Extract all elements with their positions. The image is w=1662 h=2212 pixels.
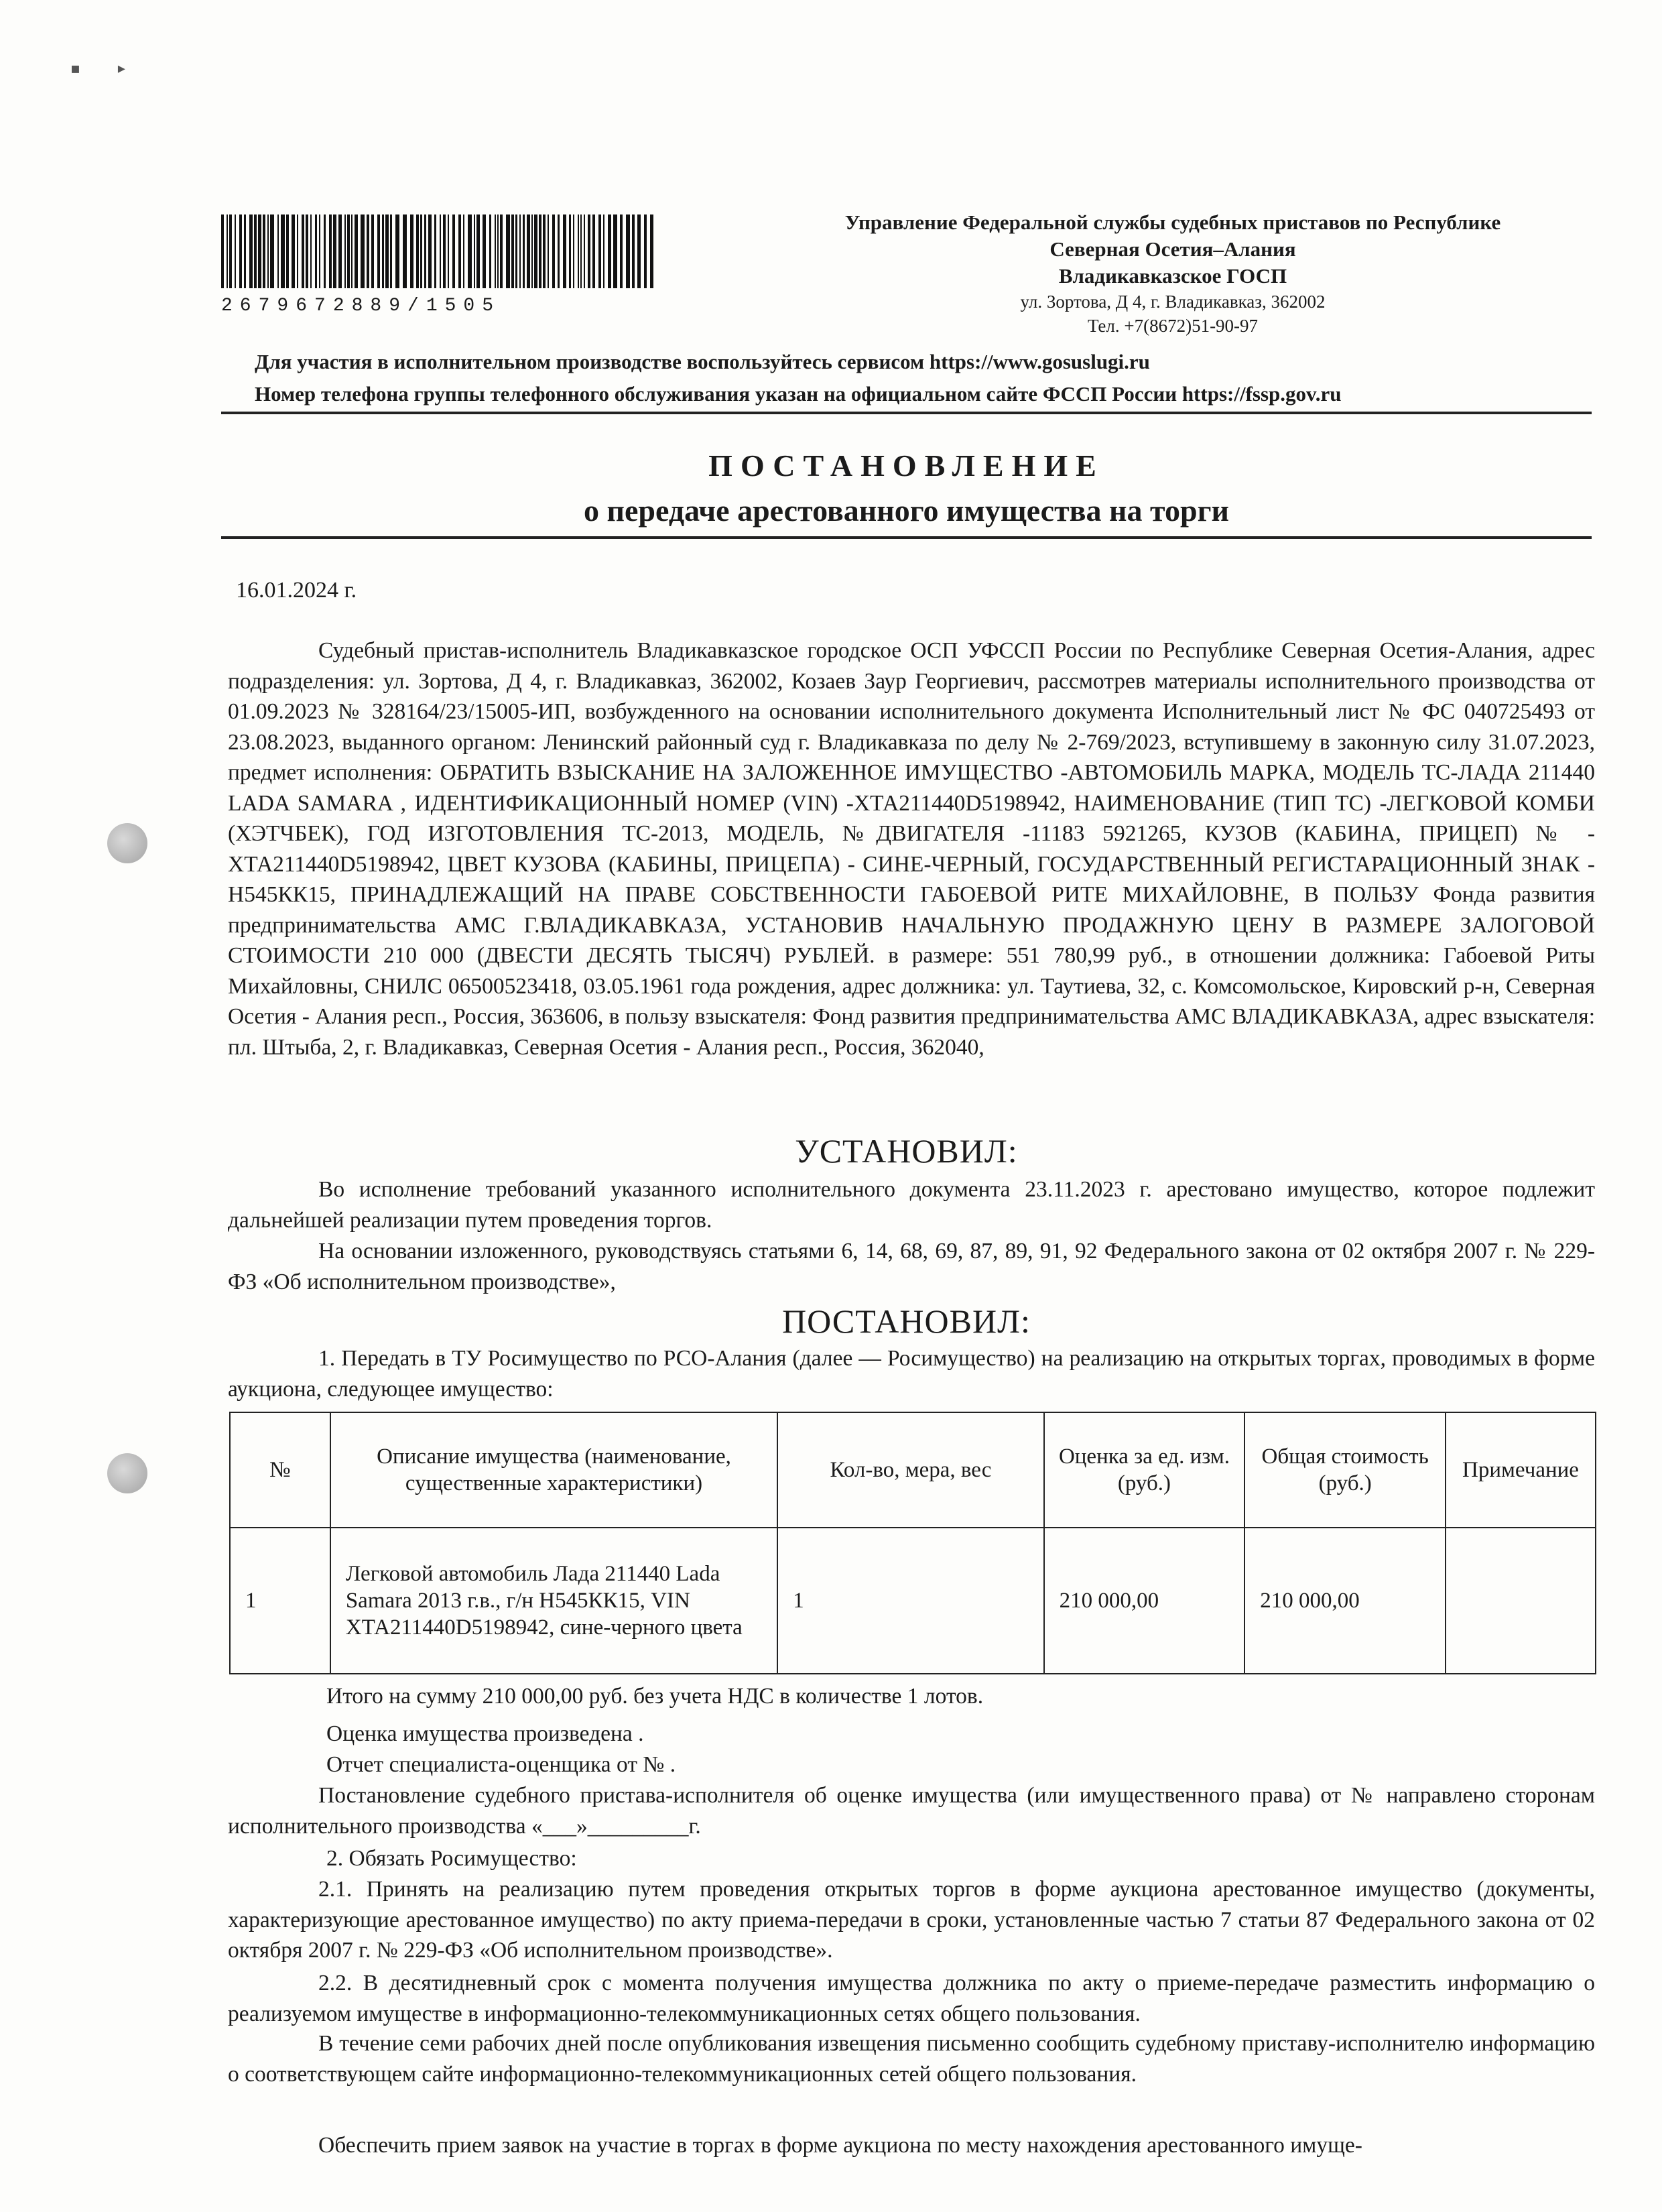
organization-block — [771, 209, 1575, 338]
barcode — [221, 214, 657, 288]
resolved-paragraph-1: 1. Передать в ТУ Росимущество по РСО-Алания (далее — Росимущество) на реализацию на открытых торгах, проводимых в форме аукциона, следующее имущество: — [228, 1346, 1595, 1402]
obligate-line: 2. Обязать Росимущество: — [326, 1846, 577, 1871]
header-num: № — [230, 1412, 330, 1528]
title-divider — [221, 536, 1592, 539]
assessment-line: Оценка имущества произведена . — [326, 1721, 644, 1746]
resolution-paragraph: Постановление судебного пристава-исполнителя об оценке имущества (или имущественного права) от № направлено сторонам исполнительного производства «___»_________г. — [228, 1783, 1595, 1839]
cell-unit-price: 210 000,00 — [1044, 1528, 1245, 1674]
document-subtitle: о передаче арестованного имущества на торги — [584, 493, 1229, 528]
document-title: ПОСТАНОВЛЕНИЕ — [708, 448, 1104, 483]
report-line: Отчет специалиста-оценщика от № . — [326, 1752, 676, 1777]
paragraph-last: Обеспечить прием заявок на участие в торгах в форме аукциона по месту нахождения арестованного имуще- — [318, 2133, 1362, 2158]
header-unit-price: Оценка за ед. изм. (руб.) — [1044, 1412, 1245, 1528]
org-name-line2: Северная Осетия–Алания — [1049, 237, 1296, 261]
property-table — [229, 1412, 1596, 1674]
header-total: Общая стоимость (руб.) — [1244, 1412, 1446, 1528]
table-header-row — [230, 1412, 1596, 1528]
header-note: Примечание — [1446, 1412, 1596, 1528]
barcode-number: 2679672889/1505 — [221, 296, 501, 316]
org-division: Владикавказское ГОСП — [1058, 264, 1287, 288]
table-row — [230, 1528, 1596, 1674]
intro-paragraph: Судебный пристав-исполнитель Владикавказское городское ОСП УФССП России по Республике Северная Осетия-Алания, адрес подразделения: ул. Зортова, Д 4, г. Владикавказ, 362002, Козаев Заур Георгиевич, рассмотрев материалы исполнительного производства от 01.09.2023 № 328164/23/15005-ИП, возбужденного на основании исполнительного документа Исполнительный лист № ФС 040725493 от 23.08.2023, выданного органом: Ленинский районный суд г. Владикавказа по делу № 2-769/2023, вступившему в законную силу 31.07.2023, предмет исполнения: ОБРАТИТЬ ВЗЫСКАНИЕ НА ЗАЛОЖЕННОЕ ИМУЩЕСТВО -АВТОМОБИЛЬ МАРКА, МОДЕЛЬ ТС-ЛАДА 211440 LADA SAMARA , ИДЕНТИФИКАЦИОННЫЙ НОМЕР (VIN) -ХТА211440D5198942, НАИМЕНОВАНИЕ (ТИП ТС) -ЛЕГКОВОЙ КОМБИ (ХЭТЧБЕК), ГОД ИЗГОТОВЛЕНИЯ ТС-2013, МОДЕЛЬ, №ДВИГАТЕЛЯ -11183 5921265, КУЗОВ (КАБИНА, ПРИЦЕП) № - ХТА211440D5198942, ЦВЕТ КУЗОВА (КАБИНЫ, ПРИЦЕПА) - СИНЕ-ЧЕРНЫЙ, ГОСУДАРСТВЕННЫЙ РЕГИСТАРАЦИОННЫЙ ЗНАК - Н545КК15, ПРИНАДЛЕЖАЩИЙ НА ПРАВЕ СОБСТВЕННОСТИ ГАБОЕВОЙ РИТЕ МИХАЙЛОВНЕ, В ПОЛЬЗУ Фонда развития предпринимательства АМС Г.ВЛАДИКАВКАЗА, УСТАНОВИВ НАЧАЛЬНУЮ ПРОДАЖНУЮ ЦЕНУ В РАЗМЕРЕ ЗАЛОГОВОЙ СТОИМОСТИ 210 000 (ДВЕСТИ ДЕСЯТЬ ТЫСЯЧ) РУБЛЕЙ. в размере: 551 780,99 руб., в отношении должника: Габоевой Риты Михайловны, СНИЛС 06500523418, 03.05.1961 года рождения, адрес должника: ул. Таутиева, 32, с. Комсомольское, Кировский р-н, Северная Осетия - Алания респ., Россия, 363606, в пользу взыскателя: Фонд развития предпринимательства АМС ВЛАДИКАВКАЗА, адрес взыскателя: пл. Штыба, 2, г. Владикавказ, Северная Осетия - Алания респ., Россия, 362040, — [228, 638, 1595, 1060]
cell-description: Легковой автомобиль Лада 211440 Lada Samara 2013 г.в., г/н Н545КК15, VIN ХТА211440D5198942, сине-черного цвета — [330, 1528, 777, 1674]
scan-specks: ▪ ▸ — [70, 60, 125, 77]
paragraph-seven-days: В течение семи рабочих дней после опубликования извещения письменно сообщить судебному приставу-исполнителю информацию о соответствующем сайте информационно-телекоммуникационных сетей общего пользования. — [228, 2031, 1595, 2087]
cell-qty: 1 — [777, 1528, 1043, 1674]
punch-hole-bottom — [107, 1453, 147, 1493]
punch-hole-top — [107, 823, 147, 863]
org-phone: Тел. +7(8672)51-90-97 — [1087, 316, 1259, 336]
total-line: Итого на сумму 210 000,00 руб. без учета НДС в количестве 1 лотов. — [326, 1684, 984, 1709]
paragraph-2-1: 2.1. Принять на реализацию путем проведения открытых торгов в форме аукциона арестованное имущество (документы, характеризующие арестованное имущество) по акту приема-передачи в сроки, установленные частью 7 статьи 87 Федерального закона от 02 октября 2007 г. № 229-ФЗ «Об исполнительном производстве». — [228, 1877, 1595, 1963]
paragraph-2-2: 2.2. В десятидневный срок с момента получения имущества должника по акту о приеме-передаче разместить информацию о реализуемом имуществе в информационно-телекоммуникационных сетях общего пользования. — [228, 1971, 1595, 2026]
cell-note — [1446, 1528, 1596, 1674]
org-address: ул. Зортова, Д 4, г. Владикавказ, 362002 — [1020, 292, 1326, 312]
header-description: Описание имущества (наименование, существенные характеристики) — [330, 1412, 777, 1528]
barcode-block — [221, 214, 657, 316]
cell-total: 210 000,00 — [1244, 1528, 1446, 1674]
org-name-line1: Управление Федеральной службы судебных приставов по Республике — [844, 210, 1501, 234]
notice-gosuslugi: Для участия в исполнительном производстве воспользуйтесь сервисом https://www.gosuslugi.ru — [255, 350, 1150, 373]
notice-phone: Номер телефона группы телефонного обслуживания указан на официальном сайте ФССП России https://fssp.gov.ru — [255, 382, 1342, 406]
header-divider — [221, 412, 1592, 414]
heading-resolved: ПОСТАНОВИЛ: — [782, 1302, 1031, 1340]
header-qty: Кол-во, мера, вес — [777, 1412, 1043, 1528]
document-date: 16.01.2024 г. — [236, 578, 357, 603]
established-paragraph-1: Во исполнение требований указанного исполнительного документа 23.11.2023 г. арестовано имущество, которое подлежит дальнейшей реализации путем проведения торгов. — [228, 1177, 1595, 1233]
heading-established: УСТАНОВИЛ: — [795, 1132, 1018, 1170]
cell-num: 1 — [230, 1528, 330, 1674]
established-paragraph-2: На основании изложенного, руководствуясь статьями 6, 14, 68, 69, 87, 89, 91, 92 Федерального закона от 02 октября 2007 г. № 229-ФЗ «Об исполнительном производстве», — [228, 1239, 1595, 1294]
